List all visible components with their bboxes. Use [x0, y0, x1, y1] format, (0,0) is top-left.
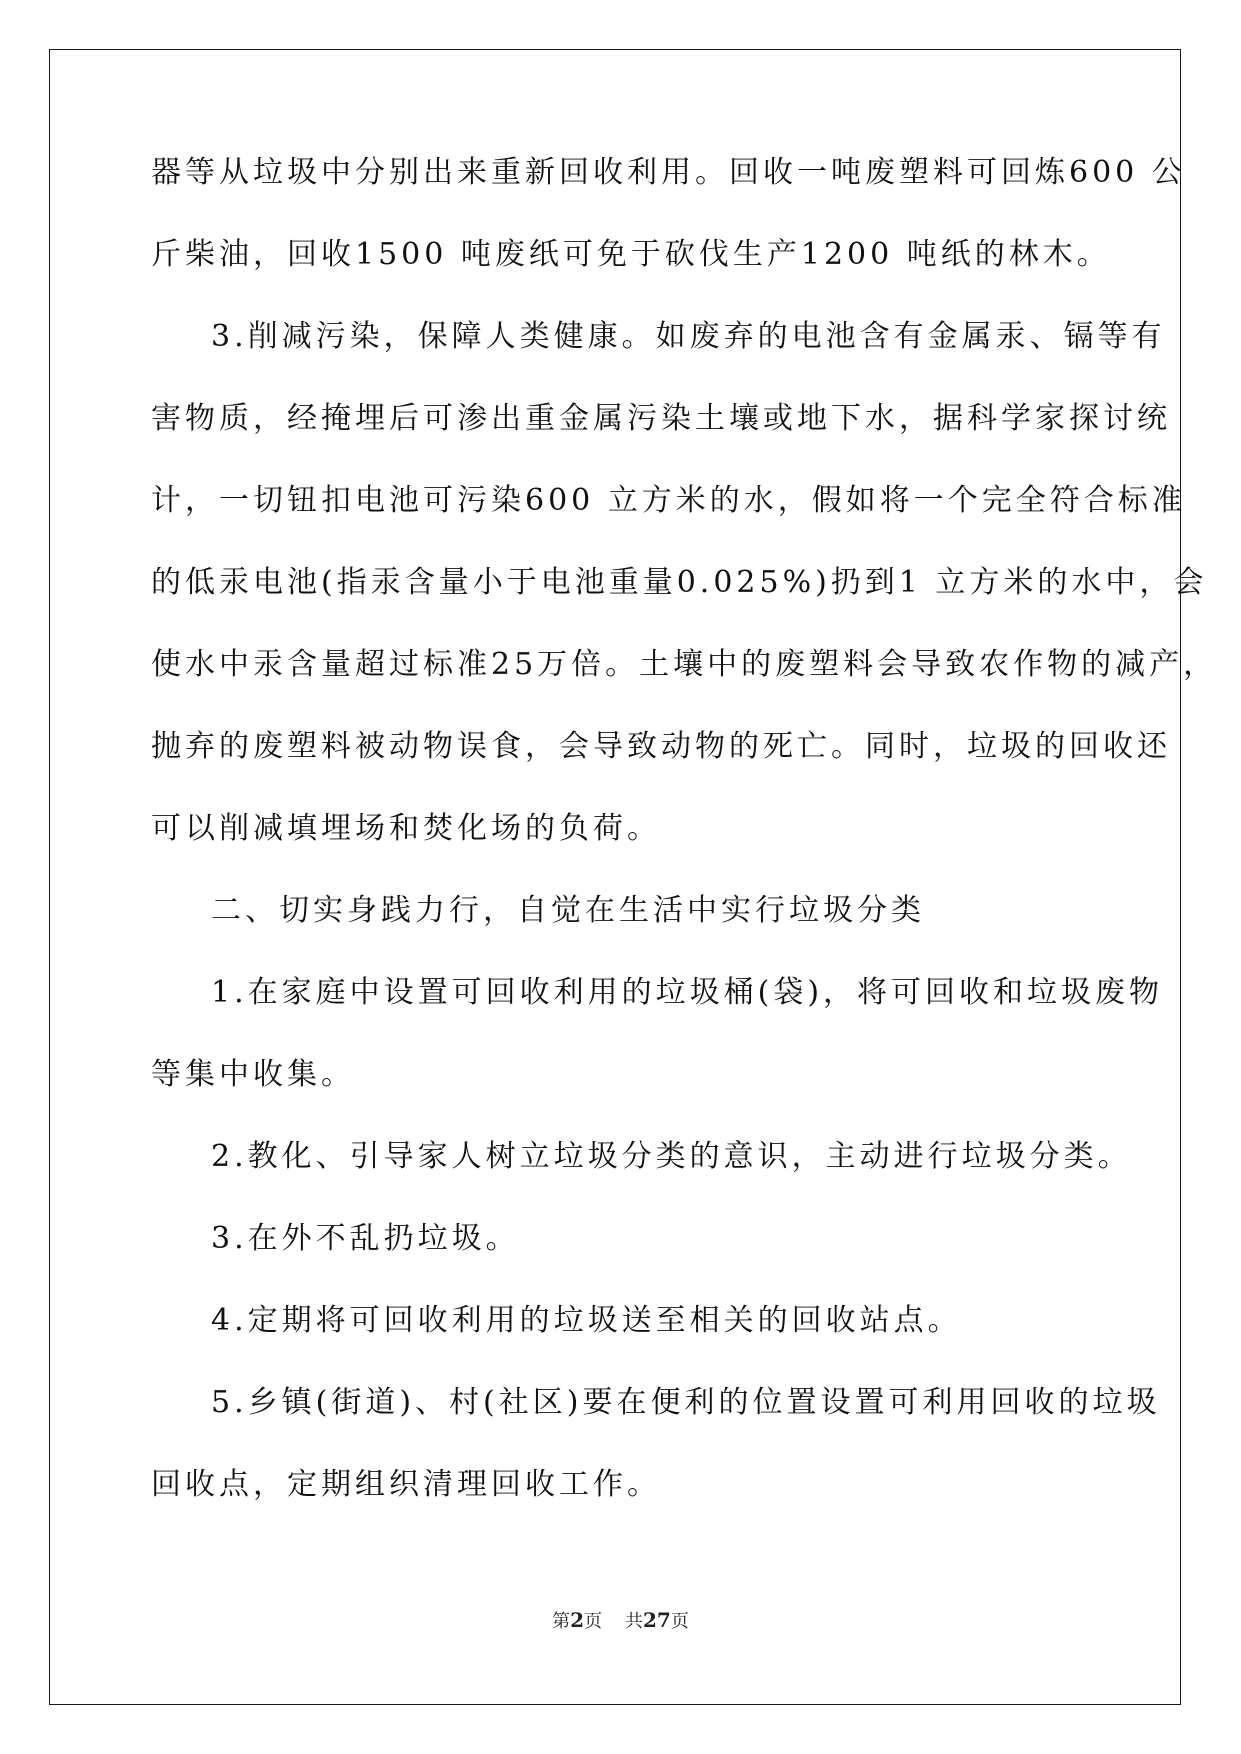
text-line: 斤柴油，回收1500 吨废纸可免于砍伐生产1200 吨纸的林木。	[151, 237, 1111, 272]
footer-page-suffix: 页	[584, 1611, 603, 1632]
text-line: 害物质，经掩埋后可渗出重金属污染土壤或地下水，据科学家探讨统	[151, 401, 1171, 436]
text-line: 1.在家庭中设置可回收利用的垃圾桶(袋)，将可回收和垃圾废物	[211, 975, 1164, 1010]
text-line: 计，一切钮扣电池可污染600 立方米的水，假如将一个完全符合标准	[151, 483, 1186, 518]
footer-total-prefix: 共	[624, 1611, 643, 1632]
text-line: 抛弃的废塑料被动物误食，会导致动物的死亡。同时，垃圾的回收还	[151, 729, 1171, 764]
text-line: 可以削减填埋场和焚化场的负荷。	[151, 811, 661, 846]
text-line: 器等从垃圾中分别出来重新回收利用。回收一吨废塑料可回炼600 公	[151, 155, 1186, 190]
text-line: 回收点，定期组织清理回收工作。	[151, 1467, 661, 1502]
page-footer	[0, 1607, 1241, 1633]
document-body	[151, 132, 1218, 1526]
current-page-number: 2	[570, 1608, 585, 1632]
text-line: 2.教化、引导家人树立垃圾分类的意识，主动进行垃圾分类。	[211, 1139, 1132, 1174]
footer-total-suffix: 页	[670, 1611, 689, 1632]
text-line: 3.在外不乱扔垃圾。	[211, 1221, 520, 1256]
text-line: 5.乡镇(街道)、村(社区)要在便利的位置设置可利用回收的垃圾	[211, 1385, 1161, 1420]
text-line: 二、切实身践力行，自觉在生活中实行垃圾分类	[211, 893, 925, 928]
text-line: 等集中收集。	[151, 1057, 355, 1092]
total-page-count: 27	[642, 1608, 671, 1632]
text-line: 4.定期将可回收利用的垃圾送至相关的回收站点。	[211, 1303, 962, 1338]
text-line: 3.削减污染，保障人类健康。如废弃的电池含有金属汞、镉等有	[211, 319, 1166, 354]
text-line: 的低汞电池(指汞含量小于电池重量0.025%)扔到1 立方米的水中，会	[151, 565, 1208, 600]
footer-prefix: 第	[552, 1611, 571, 1632]
text-line: 使水中汞含量超过标准25万倍。土壤中的废塑料会导致农作物的减产，	[151, 647, 1218, 682]
